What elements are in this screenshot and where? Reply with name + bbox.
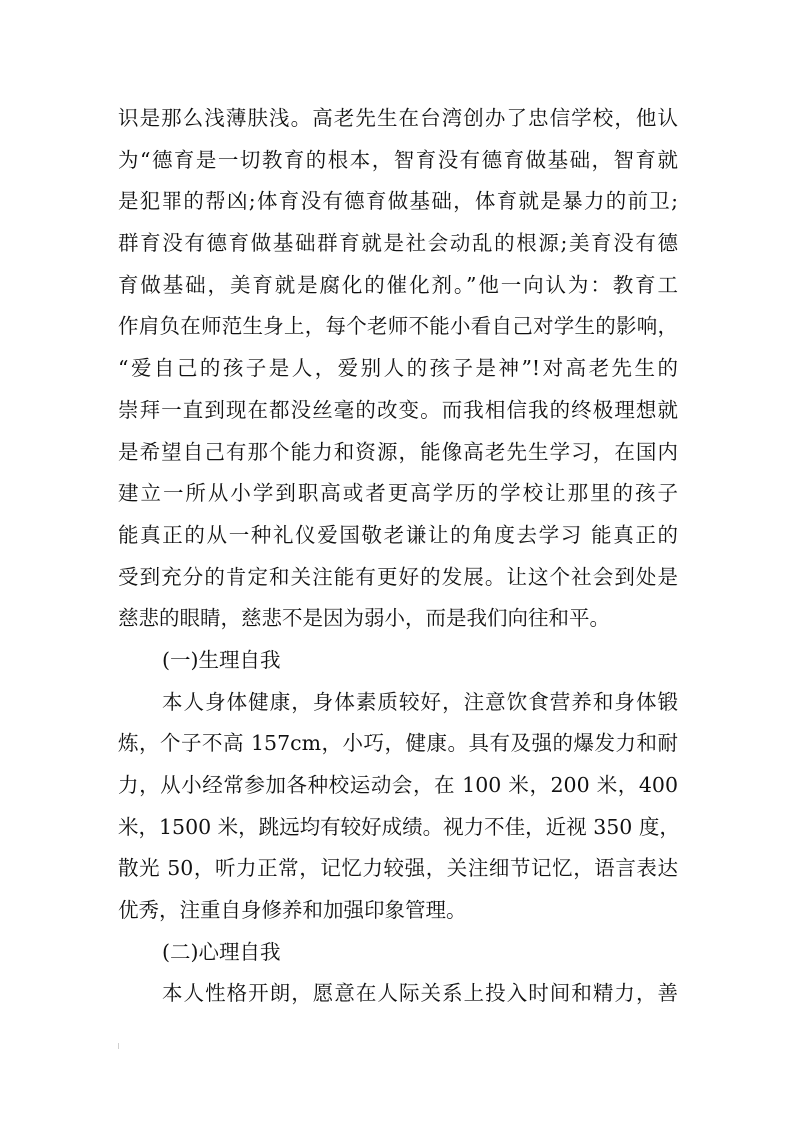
section-heading-psychological-self: (二)心理自我 [162,939,281,964]
paragraph-line: 识是那么浅薄肤浅。高老先生在台湾创办了忠信学校，他认 [118,106,678,130]
paragraph-line: 育做基础，美育就是腐化的催化剂。”他一向认为：教育工 [118,272,678,297]
paragraph-line: 本人性格开朗，愿意在人际关系上投入时间和精力，善 [162,981,678,1006]
section-heading-physical-self: (一)生理自我 [162,647,281,672]
paragraph-line: 炼，个子不高 157cm，小巧，健康。具有及强的爆发力和耐 [118,731,678,756]
paragraph-line: 能真正的从一种礼仪爱国敬老谦让的角度去学习 能真正的 [118,522,678,547]
paragraph-line: 优秀，注重自身修养和加强印象管理。 [118,898,467,923]
paragraph-line: 米，1500 米，跳远均有较好成绩。视力不佳，近视 350 度， [118,814,680,839]
paragraph-line: 慈悲的眼睛，慈悲不是因为弱小，而是我们向往和平。 [118,606,610,631]
body-text [118,98,678,1015]
paragraph-line: 群育没有德育做基础群育就是社会动乱的根源;美育没有德 [118,231,678,256]
paragraph-line: 受到充分的肯定和关注能有更好的发展。让这个社会到处是 [118,564,678,589]
paragraph-line: 力，从小经常参加各种校运动会，在 100 米，200 米，400 [118,773,678,797]
paragraph-line: 散光 50，听力正常，记忆力较强，关注细节记忆，语言表达 [118,856,678,881]
paragraph-line: 是希望自己有那个能力和资源，能像高老先生学习，在国内 [118,439,678,464]
paragraph-line: 建立一所从小学到职高或者更高学历的学校让那里的孩子 [118,481,678,506]
paragraph-line: 本人身体健康，身体素质较好，注意饮食营养和身体锻 [162,689,678,714]
paragraph-line: 作肩负在师范生身上，每个老师不能小看自己对学生的影响， [118,314,678,339]
paragraph-line: 是犯罪的帮凶;体育没有德育做基础，体育就是暴力的前卫; [118,189,678,214]
paragraph-line: 为“德育是一切教育的根本，智育没有德育做基础，智育就 [118,147,678,172]
page-corner-mark [118,1043,119,1049]
paragraph-line: 崇拜一直到现在都没丝毫的改变。而我相信我的终极理想就 [118,397,678,422]
paragraph-line: “爱自己的孩子是人，爱别人的孩子是神”!对高老先生的 [118,356,678,381]
